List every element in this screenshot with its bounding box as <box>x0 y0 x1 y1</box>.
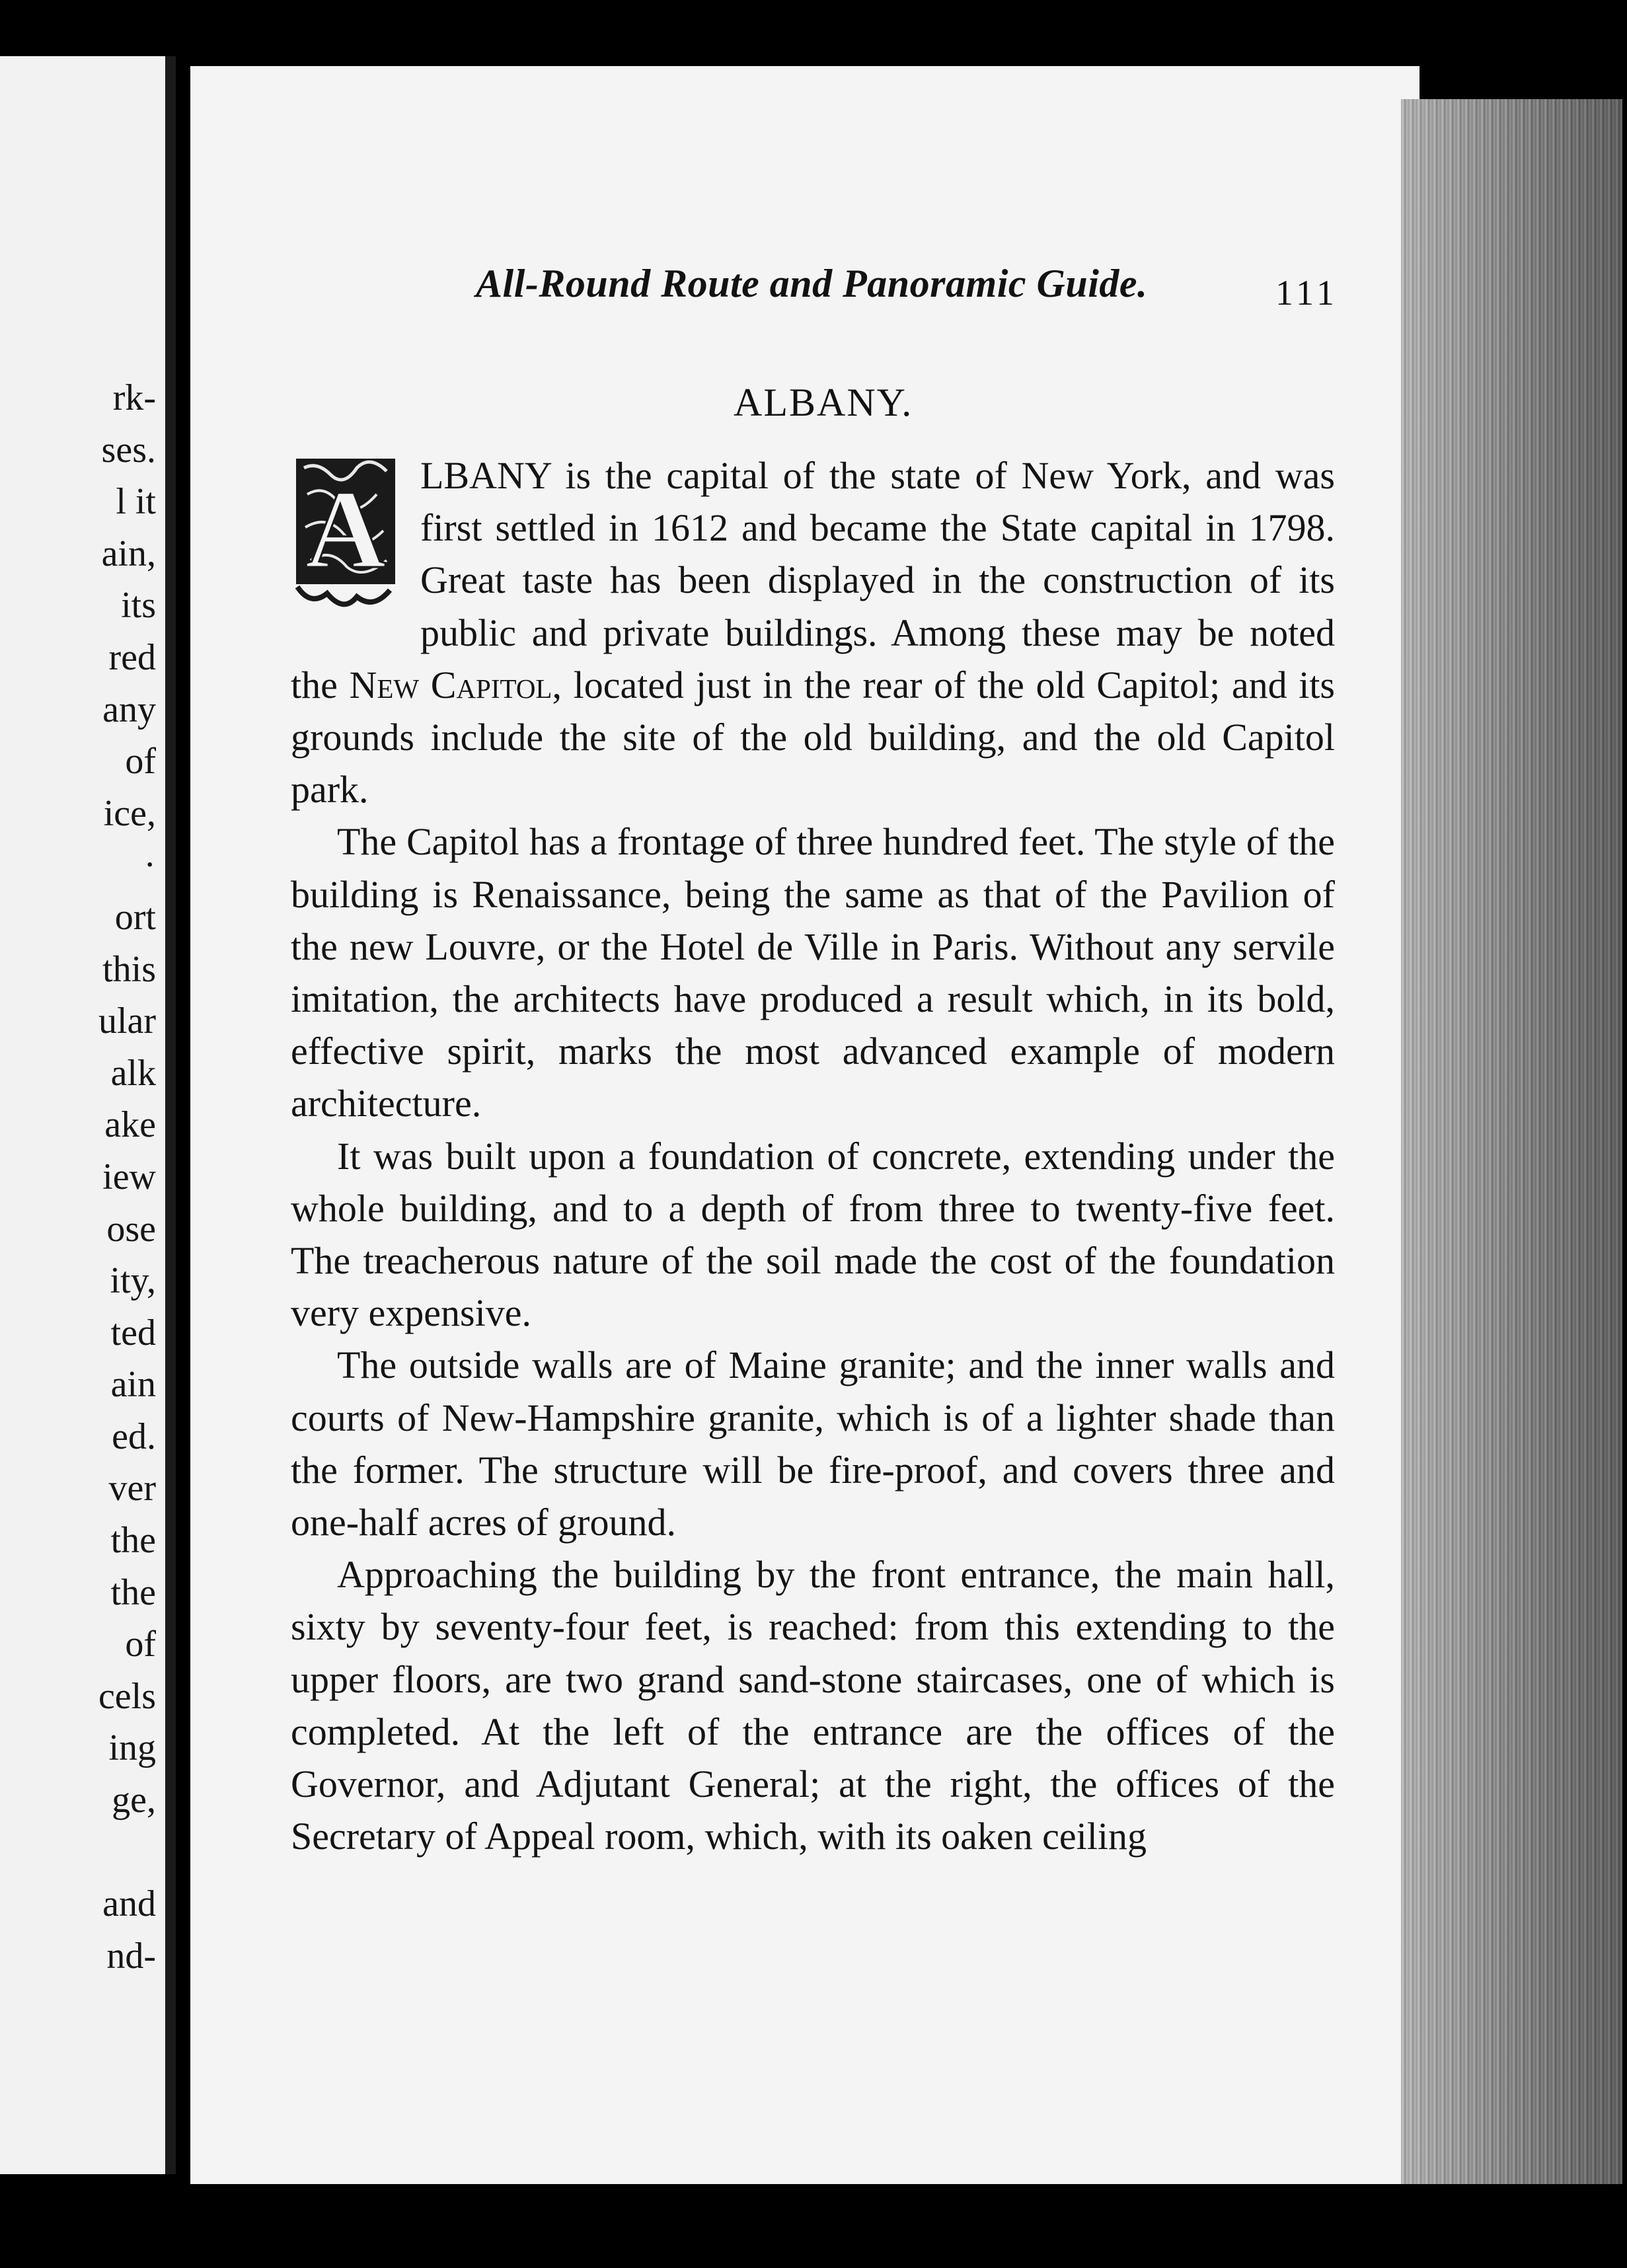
previous-page-fragment: rk- <box>112 377 156 418</box>
previous-page-fragment: any <box>102 689 156 730</box>
previous-page-fragment: ses. <box>101 429 156 471</box>
paragraph-4: The outside walls are of Maine granite; and the inner walls and courts of New-Hampshire granite, which is of a lighter shade than the former. The structure will be fire-proof, and covers three and one-half acres of ground. <box>291 1343 1335 1544</box>
previous-page-fragment: ted <box>110 1312 156 1353</box>
previous-page-fragment: ge, <box>112 1780 156 1821</box>
previous-page-fragment: · <box>143 845 156 886</box>
previous-page-edge <box>0 56 176 2174</box>
previous-page-fragment: nd- <box>106 1935 156 1977</box>
previous-page-fragment: ort <box>114 896 156 938</box>
previous-page-fragment: its <box>121 585 156 626</box>
previous-page-fragment: the <box>110 1571 156 1613</box>
previous-page-fragment: iew <box>102 1156 156 1197</box>
previous-page-fragment: ver <box>108 1468 156 1509</box>
previous-page-fragment: and <box>102 1883 156 1925</box>
previous-page-fragment: ice, <box>103 792 156 834</box>
paragraph-1-text-b: , located just in the rear of the old Capitol; and its grounds include the site of the old building, and the old Capitol park. <box>291 663 1335 812</box>
paragraph-1-text-a: LBANY is the capital of the state of New York, and was first settled in 1612 and became the State capital in 1798. Great taste has been displayed in the construction of its public and private buildings. Among these may be noted the <box>291 454 1335 706</box>
previous-page-fragment: red <box>108 636 156 678</box>
previous-page-fragment: ake <box>104 1104 156 1146</box>
page-number: 111 <box>1275 273 1338 313</box>
previous-page-text <box>98 372 156 1982</box>
body-text <box>291 449 1335 1862</box>
ornamental-drop-cap-icon <box>291 455 403 613</box>
previous-page-fragment: ain, <box>101 533 156 574</box>
paragraph-1 <box>291 449 1335 815</box>
previous-page-fragment: ose <box>106 1208 156 1250</box>
previous-page-fragment: of <box>125 741 156 782</box>
paragraph-2: The Capitol has a frontage of three hundred feet. The style of the building is Renaissance, being the same as that of the Pavilion of the new Louvre, or the Hotel de Ville in Paris. Without any servile imitation, the architects have produced a result which, in its bold, effective spirit, marks the most advanced example of modern architecture. <box>291 820 1335 1125</box>
book-fore-edge <box>1401 99 1622 2184</box>
previous-page-fragment: ity, <box>110 1260 156 1302</box>
previous-page-fragment: ing <box>108 1727 156 1769</box>
paragraph-3: It was built upon a foundation of concrete, extending under the whole building, and to a depth of from three to twenty-five feet. The treacherous nature of the soil made the cost of the foundation very expensive. <box>291 1134 1335 1335</box>
previous-page-fragment: of <box>125 1624 156 1665</box>
paragraph-5: Approaching the building by the front entrance, the main hall, sixty by seventy-four feet, is reached: from this extending to the upper floors, are two grand sand-stone staircases, one of which is completed. At the left of the entrance are the offices of the Governor, and Adjutant General; at the right, the offices of the Secretary of Appeal room, which, with its oaken ceiling <box>291 1553 1335 1858</box>
new-capitol-smallcaps: New Capitol <box>349 663 552 706</box>
previous-page-fragment: l it <box>116 481 156 523</box>
previous-page-fragment: this <box>102 948 156 990</box>
previous-page-fragment: the <box>110 1520 156 1562</box>
previous-page-fragment: ular <box>98 1001 156 1042</box>
previous-page-fragment: ed. <box>112 1416 156 1457</box>
previous-page-fragment: cels <box>98 1675 156 1717</box>
previous-page-fragment: ain <box>110 1364 156 1406</box>
chapter-title: ALBANY. <box>734 381 913 424</box>
previous-page-fragment: alk <box>110 1052 156 1094</box>
previous-page-fragment <box>98 1827 156 1879</box>
drop-cap-letter: A <box>305 467 387 591</box>
running-head: All-Round Route and Panoramic Guide. <box>476 262 1148 305</box>
